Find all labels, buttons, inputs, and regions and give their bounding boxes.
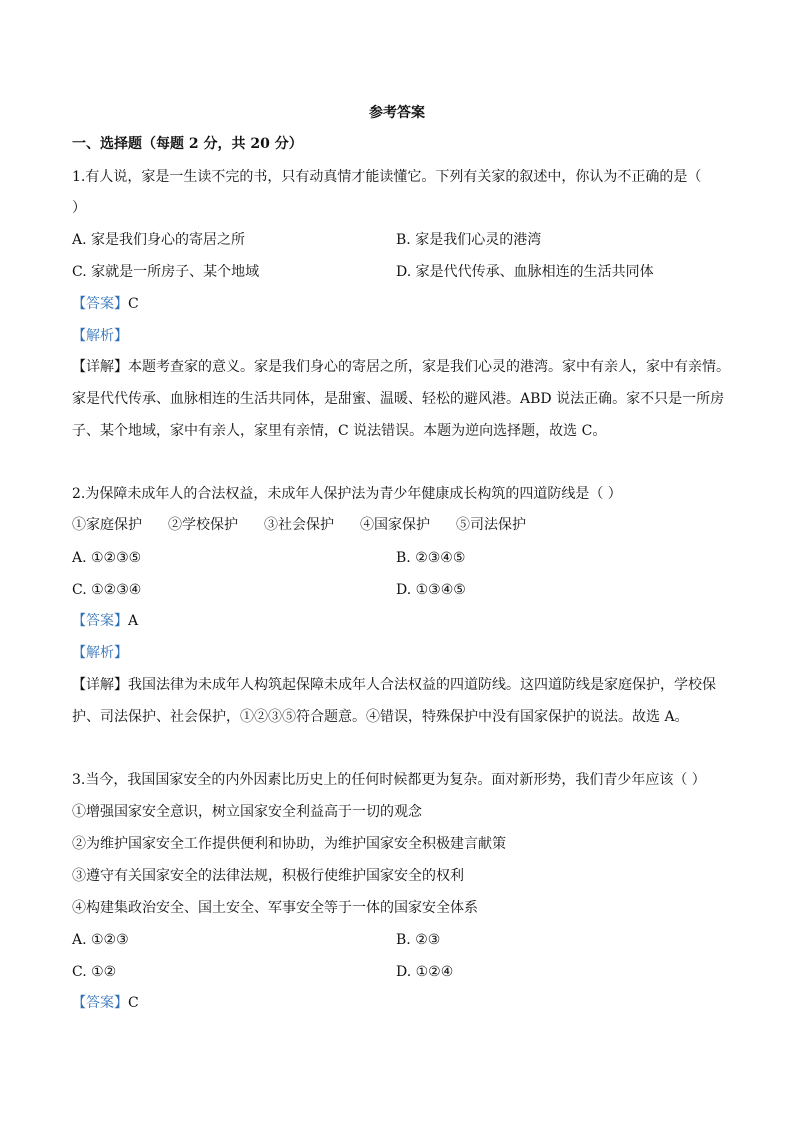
q1-stem-line1: 1.有人说，家是一生读不完的书，只有动真情才能读懂它。下列有关家的叙述中，你认为不正确的是（	[72, 169, 702, 185]
q3-statement-1: ①增强国家安全意识，树立国家安全利益高于一切的观念	[72, 804, 422, 820]
answer-tag: 【答案】	[72, 995, 128, 1011]
q3-statement-2: ②为维护国家安全工作提供便利和协助，为维护国家安全积极建言献策	[72, 836, 506, 852]
q3-option-a: A. ①②③	[72, 932, 129, 948]
q2-option-b: B. ②③④⑤	[396, 550, 466, 566]
q1-option-c: C. 家就是一所房子、某个地域	[72, 264, 260, 280]
q1-answer-value: C	[128, 296, 139, 312]
detail-tag: 【详解】	[72, 677, 128, 693]
q2-detail-line1	[72, 675, 716, 695]
q2-answer	[72, 611, 138, 631]
q2-detail-text1: 我国法律为未成年人构筑起保障未成年人合法权益的四道防线。这四道防线是家庭保护，学校保	[128, 677, 716, 693]
q3-option-d: D. ①②④	[396, 964, 454, 980]
page-title: 参考答案	[369, 105, 425, 121]
q1-option-b: B. 家是我们心灵的港湾	[396, 232, 542, 248]
section-heading: 一、选择题（每题 2 分，共 20 分）	[72, 136, 303, 152]
answer-tag: 【答案】	[72, 296, 128, 312]
q1-detail-line3: 子、某个地域，家中有亲人，家里有亲情，C 说法错误。本题为逆向选择题，故选 C。	[72, 423, 607, 439]
q1-detail-line2: 家是代代传承、血脉相连的生活共同体，是甜蜜、温暖、轻松的避风港。ABD 说法正确。家不只是一所房	[72, 391, 725, 407]
q1-detail-line1	[72, 357, 730, 377]
answer-tag: 【答案】	[72, 613, 128, 629]
q2-items	[72, 515, 552, 535]
q2-option-d: D. ①③④⑤	[396, 582, 466, 598]
q2-item-3: ③社会保护	[264, 517, 334, 533]
q2-item-4: ④国家保护	[360, 517, 430, 533]
q3-option-b: B. ②③	[396, 932, 441, 948]
detail-tag: 【详解】	[72, 359, 128, 375]
analysis-tag: 【解析】	[72, 645, 128, 661]
q3-statement-4: ④构建集政治安全、国土安全、军事安全等于一体的国家安全体系	[72, 900, 478, 916]
q3-stem-line1: 3.当今，我国国家安全的内外因素比历史上的任何时候都更为复杂。面对新形势，我们青少年应该（ ）	[72, 772, 706, 788]
q2-stem-line1: 2.为保障未成年人的合法权益，未成年人保护法为青少年健康成长构筑的四道防线是（ ）	[72, 486, 622, 502]
q2-detail-line2: 护、司法保护、社会保护，①②③⑤符合题意。④错误，特殊保护中没有国家保护的说法。故选 A。	[72, 709, 689, 725]
analysis-tag: 【解析】	[72, 328, 128, 344]
q1-option-a: A. 家是我们身心的寄居之所	[72, 232, 246, 248]
q3-answer-value: C	[128, 995, 139, 1011]
q2-item-2: ②学校保护	[168, 517, 238, 533]
q3-answer	[72, 993, 139, 1013]
q1-analysis	[72, 326, 128, 346]
q2-option-c: C. ①②③④	[72, 582, 142, 598]
q3-statement-3: ③遵守有关国家安全的法律法规，积极行使维护国家安全的权利	[72, 868, 464, 884]
q2-item-1: ①家庭保护	[72, 517, 142, 533]
q1-detail-text1: 本题考查家的意义。家是我们身心的寄居之所，家是我们心灵的港湾。家中有亲人，家中有亲情。	[128, 359, 730, 375]
q3-option-c: C. ①②	[72, 964, 117, 980]
q1-answer	[72, 294, 139, 314]
q1-option-d: D. 家是代代传承、血脉相连的生活共同体	[396, 264, 654, 280]
q1-stem-line2: ）	[72, 200, 86, 216]
q2-option-a: A. ①②③⑤	[72, 550, 142, 566]
q2-answer-value: A	[128, 613, 139, 629]
q2-item-5: ⑤司法保护	[456, 517, 526, 533]
q2-analysis	[72, 643, 128, 663]
